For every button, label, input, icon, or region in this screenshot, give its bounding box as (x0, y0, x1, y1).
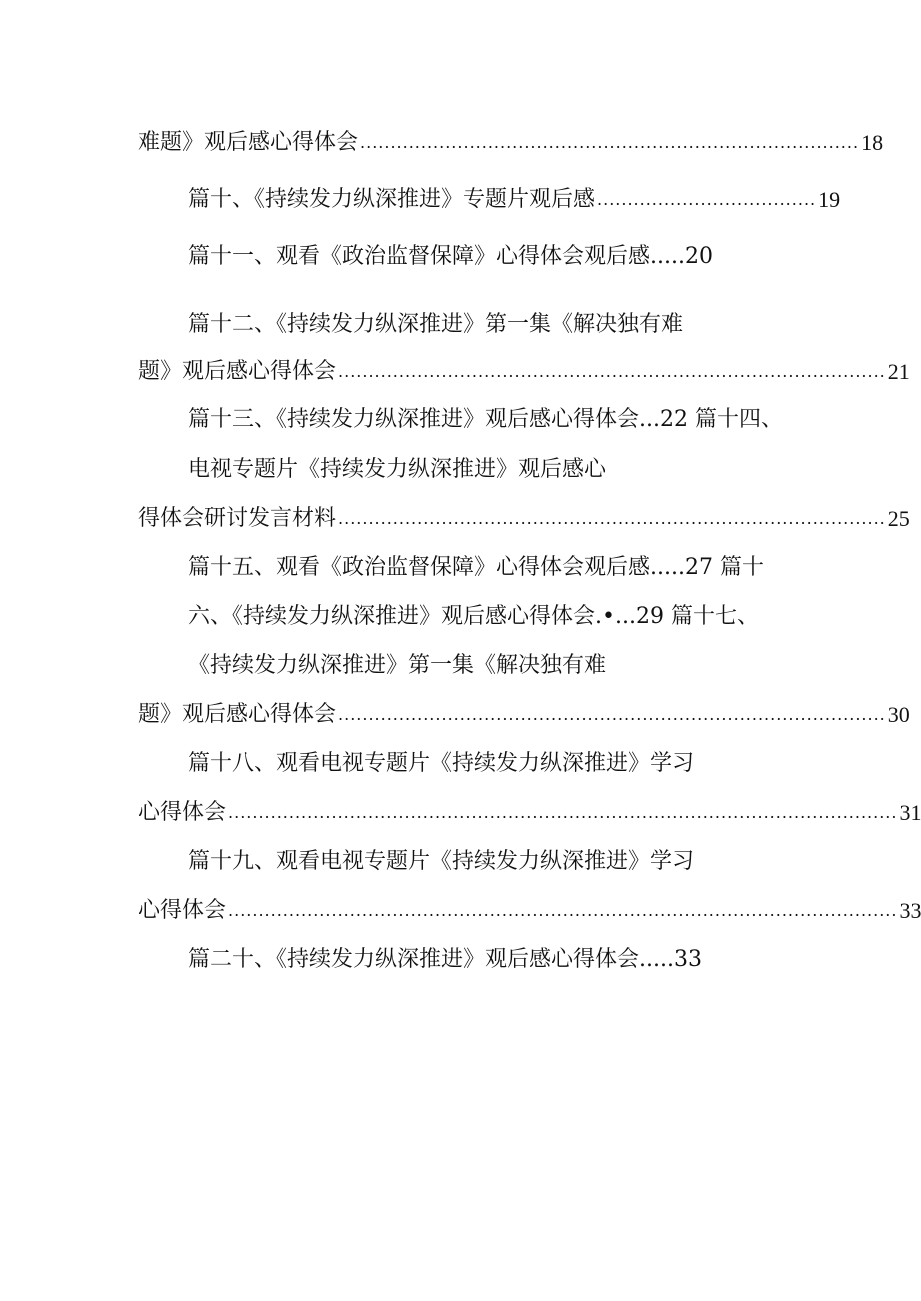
toc-entry-continuation[interactable] (138, 504, 910, 534)
toc-entry[interactable] (188, 310, 776, 340)
toc-entry-title: 心得体会 (138, 800, 227, 825)
toc-entry-continuation[interactable] (138, 798, 921, 828)
toc-entry[interactable] (188, 651, 776, 681)
toc-entry-title: 篇十一、观看《政治监督保障》心得体会观后感.....20 (188, 244, 713, 269)
toc-leader: .................................................................................. (360, 133, 860, 152)
toc-page-number: 19 (818, 187, 841, 212)
toc-entry-title: 篇十、《持续发力纵深推进》专题片观后感 (188, 187, 596, 212)
toc-entry-title: 篇十八、观看电视专题片《持续发力纵深推进》学习 (188, 751, 695, 776)
toc-entry-title: 心得体会 (138, 898, 227, 923)
toc-entry-continuation[interactable] (138, 896, 921, 926)
toc-entry[interactable] (188, 185, 841, 215)
toc-entry[interactable] (188, 405, 783, 435)
toc-entry-continuation[interactable] (138, 357, 910, 387)
toc-entry[interactable] (138, 602, 776, 632)
toc-page-number: 18 (861, 130, 884, 155)
toc-leader: .......................................................................................... (338, 509, 886, 528)
toc-entry[interactable] (188, 242, 776, 272)
toc-entry-title: 《持续发力纵深推进》第一集《解决独有难 (188, 653, 607, 678)
toc-entry-title: 六、《持续发力纵深推进》观后感心得体会.•...29 篇十七、 (188, 604, 759, 629)
toc-page-number: 25 (887, 506, 910, 531)
toc-entry[interactable] (138, 128, 884, 158)
toc-entry-title: 电视专题片《持续发力纵深推进》观后感心 (188, 457, 607, 482)
toc-entry[interactable] (188, 945, 776, 975)
toc-entry[interactable] (188, 553, 776, 583)
toc-leader: .............................................................................................................. (228, 901, 898, 920)
toc-entry-title: 题》观后感心得体会 (138, 702, 337, 727)
toc-entry-title: 难题》观后感心得体会 (138, 130, 359, 155)
toc-entry-title: 篇十五、观看《政治监督保障》心得体会观后感.....27 篇十 (188, 555, 764, 580)
toc-entry[interactable] (188, 455, 776, 485)
toc-entry-title: 篇十九、观看电视专题片《持续发力纵深推进》学习 (188, 849, 695, 874)
toc-entry-title: 题》观后感心得体会 (138, 359, 337, 384)
toc-page-number: 21 (887, 359, 910, 384)
toc-entry-continuation[interactable] (138, 700, 910, 730)
toc-entry[interactable] (188, 749, 776, 779)
toc-leader: .................................... (597, 190, 817, 209)
toc-leader: .......................................................................................... (338, 705, 886, 724)
toc-leader: .......................................................................................... (338, 362, 886, 381)
toc-entry-title: 篇二十、《持续发力纵深推进》观后感心得体会.....33 (188, 947, 702, 972)
toc-page-number: 31 (899, 800, 921, 825)
toc-entry-title: 篇十二、《持续发力纵深推进》第一集《解决独有难 (188, 312, 684, 337)
toc-entry[interactable] (188, 847, 776, 877)
toc-leader: .............................................................................................................. (228, 803, 898, 822)
toc-entry-title: 得体会研讨发言材料 (138, 506, 337, 531)
toc-page-number: 30 (887, 702, 910, 727)
toc-page-number: 33 (899, 898, 921, 923)
toc-entry-title: 篇十三、《持续发力纵深推进》观后感心得体会...22 篇十四、 (188, 407, 783, 432)
